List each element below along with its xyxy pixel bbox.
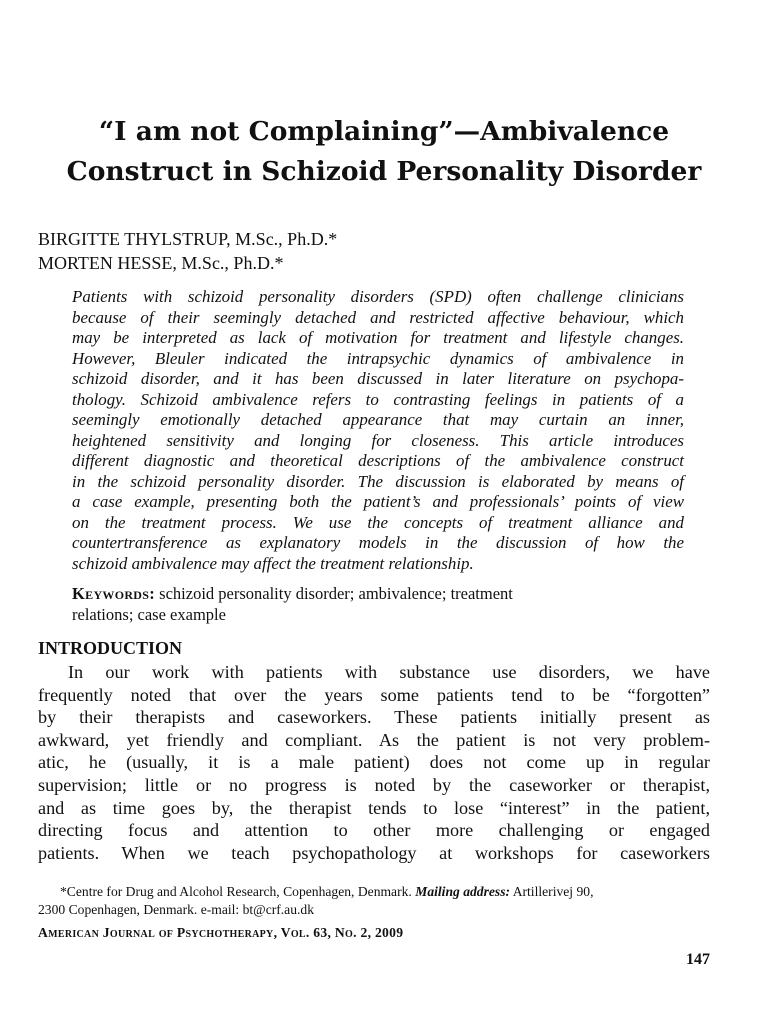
abstract-line: thology. Schizoid ambivalence refers to contrasting feelings in patients of a xyxy=(72,389,684,409)
abstract-line: schizoid disorder, and it has been discussed in later literature on psychopa- xyxy=(72,369,684,388)
abstract-line: on the treatment process. We use the concepts of treatment alliance and xyxy=(72,512,684,532)
body-line: In our work with patients with substance use disorders, we have xyxy=(68,662,710,682)
page-number: 147 xyxy=(686,951,710,968)
body-line: frequently noted that over the years some patients tend to be “forgotten” xyxy=(38,684,710,705)
mailing-address-label: Mailing address: xyxy=(415,884,511,899)
author-name: BIRGITTE THYLSTRUP, M.Sc., Ph.D.* xyxy=(38,229,338,249)
body-line: supervision; little or no progress is noted by the caseworker or therapist, xyxy=(38,774,710,795)
body-line: and as time goes by, the therapist tends to lose “interest” in the patient, xyxy=(38,797,710,818)
keywords-text: relations; case example xyxy=(72,604,226,624)
title-line: Construct in Schizoid Personality Disorder xyxy=(66,156,702,187)
abstract-line: may be interpreted as lack of motivation for treatment and lifestyle changes. xyxy=(72,328,684,347)
footnote-line xyxy=(38,883,710,901)
journal-citation: American Journal of Psychotherapy, Vol. 63, No. 2, 2009 xyxy=(38,925,404,940)
abstract-line: different diagnostic and theoretical descriptions of the ambivalence construct xyxy=(72,451,684,470)
abstract-line: seemingly emotionally detached appearance that may curtain an inner, xyxy=(72,410,684,429)
mailing-address: Artillerivej 90, xyxy=(512,884,594,899)
author-list xyxy=(38,227,337,275)
abstract-line: in the schizoid personality disorder. The discussion is elaborated by means of xyxy=(72,471,684,491)
body-paragraph xyxy=(38,661,710,864)
abstract-line: schizoid ambivalence may affect the treatment relationship. xyxy=(72,553,474,573)
section-heading: INTRODUCTION xyxy=(38,638,183,658)
keywords-line xyxy=(72,584,684,605)
keywords-label: Keywords: xyxy=(72,584,156,603)
body-line: by their therapists and caseworkers. These patients initially present as xyxy=(38,707,710,728)
author-footnote xyxy=(38,883,710,918)
abstract xyxy=(72,287,684,574)
abstract-line: Patients with schizoid personality disorders (SPD) often challenge clinicians xyxy=(72,287,684,306)
abstract-line: because of their seemingly detached and restricted affective behaviour, which xyxy=(72,307,684,327)
body-line: awkward, yet friendly and compliant. As the patient is not very problem- xyxy=(38,729,710,750)
abstract-line: However, Bleuler indicated the intrapsychic dynamics of ambivalence in xyxy=(72,348,684,368)
keywords-text: schizoid personality disorder; ambivalence; treatment xyxy=(159,584,513,603)
body-line: patients. When we teach psychopathology at workshops for caseworkers xyxy=(38,842,710,863)
footnote-affiliation: *Centre for Drug and Alcohol Research, Copenhagen, Denmark. xyxy=(60,884,412,899)
keywords xyxy=(72,584,684,625)
body-line: atic, he (usually, it is a male patient) does not come up in regular xyxy=(38,752,710,773)
abstract-line: heightened sensitivity and longing for closeness. This article introduces xyxy=(72,430,684,450)
author-name: MORTEN HESSE, M.Sc., Ph.D.* xyxy=(38,253,284,273)
title-line: “I am not Complaining”—Ambivalence xyxy=(98,116,670,147)
abstract-line: countertransference as explanatory models in the discussion of how the xyxy=(72,533,684,552)
abstract-line: a case example, presenting both the patient’s and professionals’ points of view xyxy=(72,492,684,511)
footnote-line: 2300 Copenhagen, Denmark. e-mail: bt@crf.au.dk xyxy=(38,901,315,917)
article-title xyxy=(20,112,748,192)
body-line: directing focus and attention to other more challenging or engaged xyxy=(38,820,710,841)
